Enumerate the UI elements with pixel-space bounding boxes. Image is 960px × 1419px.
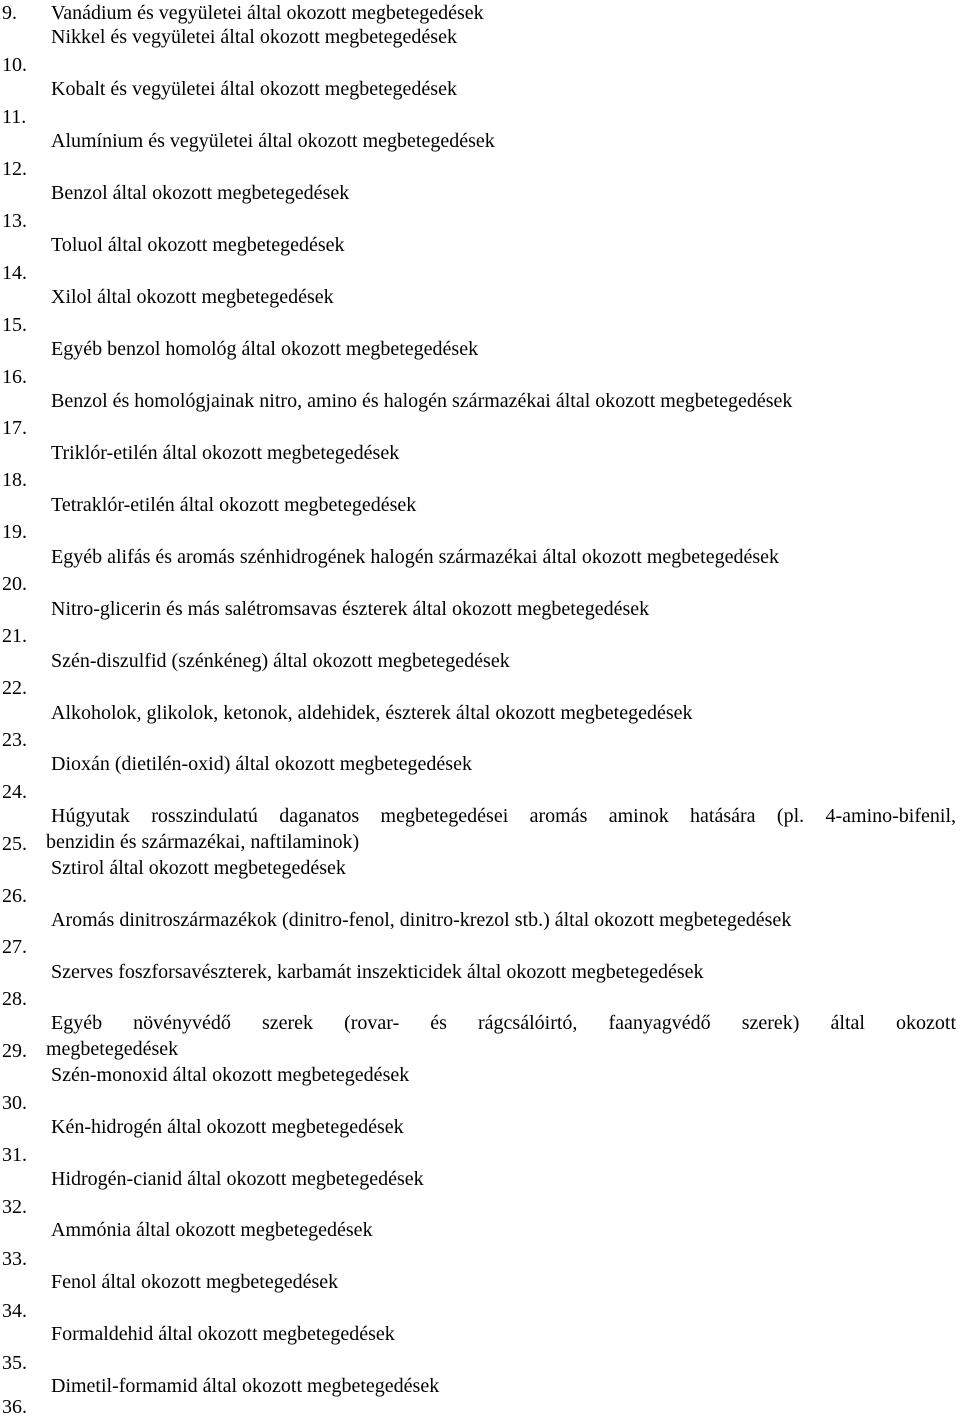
item-text: Hidrogén-cianid által okozott megbetegedések (51, 1168, 424, 1190)
item-text: Vanádium és vegyületei által okozott megbetegedések (51, 2, 484, 24)
item-text-justified (51, 804, 956, 828)
item-number: 29. (2, 1040, 27, 1062)
item-number: 10. (2, 54, 27, 76)
item-text-line: Egyéb növényvédő szerek (rovar- és rágcsálóirtó, faanyagvédő szerek) által okozott (51, 1012, 956, 1034)
item-number: 35. (2, 1352, 27, 1374)
item-number: 12. (2, 158, 27, 180)
item-text: Dimetil-formamid által okozott megbetegedések (51, 1375, 440, 1397)
item-number: 18. (2, 469, 27, 491)
item-number: 24. (2, 781, 27, 803)
item-number: 34. (2, 1300, 27, 1322)
item-number: 27. (2, 936, 27, 958)
item-number: 21. (2, 625, 27, 647)
item-text: Szén-monoxid által okozott megbetegedések (51, 1064, 410, 1086)
item-text-justified (51, 1011, 956, 1035)
item-text-continuation: benzidin és származékai, naftilaminok) (46, 831, 360, 853)
item-text: Sztirol által okozott megbetegedések (51, 857, 346, 879)
item-number: 11. (2, 106, 27, 128)
item-number: 19. (2, 521, 27, 543)
item-number: 25. (2, 833, 27, 855)
item-text: Dioxán (dietilén-oxid) által okozott megbetegedések (51, 753, 472, 775)
item-text: Nikkel és vegyületei által okozott megbetegedések (51, 26, 457, 48)
item-text: Kobalt és vegyületei által okozott megbetegedések (51, 78, 457, 100)
item-number: 20. (2, 573, 27, 595)
item-number: 30. (2, 1092, 27, 1114)
item-text: Triklór-etilén által okozott megbetegedések (51, 442, 400, 464)
item-text: Egyéb alifás és aromás szénhidrogének halogén származékai által okozott megbetegedések (51, 546, 780, 568)
item-number: 16. (2, 366, 27, 388)
item-text: Benzol és homológjainak nitro, amino és halogén származékai által okozott megbetegedések (51, 390, 793, 412)
item-text: Alkoholok, glikolok, ketonok, aldehidek, észterek által okozott megbetegedések (51, 702, 693, 724)
item-number: 33. (2, 1248, 27, 1270)
item-number: 9. (2, 2, 17, 24)
item-number: 17. (2, 417, 27, 439)
item-text: Aromás dinitroszármazékok (dinitro-fenol, dinitro-krezol stb.) által okozott megbetegedések (51, 909, 792, 931)
item-text: Kén-hidrogén által okozott megbetegedések (51, 1116, 404, 1138)
item-text: Szén-diszulfid (szénkéneg) által okozott megbetegedések (51, 650, 510, 672)
item-text: Fenol által okozott megbetegedések (51, 1271, 339, 1293)
item-text: Alumínium és vegyületei által okozott megbetegedések (51, 130, 495, 152)
item-number: 36. (2, 1396, 27, 1418)
item-text: Toluol által okozott megbetegedések (51, 234, 345, 256)
item-text-line: Húgyutak rosszindulatú daganatos megbetegedései aromás aminok hatására (pl. 4-amino-bifenil, (51, 805, 956, 827)
item-number: 23. (2, 729, 27, 751)
item-text: Szerves foszforsavészterek, karbamát inszekticidek által okozott megbetegedések (51, 961, 704, 983)
item-number: 13. (2, 210, 27, 232)
item-number: 26. (2, 885, 27, 907)
item-text: Tetraklór-etilén által okozott megbetegedések (51, 494, 417, 516)
item-text: Egyéb benzol homológ által okozott megbetegedések (51, 338, 479, 360)
item-number: 15. (2, 314, 27, 336)
item-number: 14. (2, 262, 27, 284)
item-text: Benzol által okozott megbetegedések (51, 182, 350, 204)
item-number: 32. (2, 1196, 27, 1218)
item-text-continuation: megbetegedések (46, 1038, 179, 1060)
item-text: Formaldehid által okozott megbetegedések (51, 1323, 395, 1345)
item-number: 22. (2, 677, 27, 699)
item-text: Ammónia által okozott megbetegedések (51, 1219, 373, 1241)
item-number: 31. (2, 1144, 27, 1166)
item-text: Xilol által okozott megbetegedések (51, 286, 334, 308)
item-text: Nitro-glicerin és más salétromsavas észterek által okozott megbetegedések (51, 598, 650, 620)
item-number: 28. (2, 988, 27, 1010)
